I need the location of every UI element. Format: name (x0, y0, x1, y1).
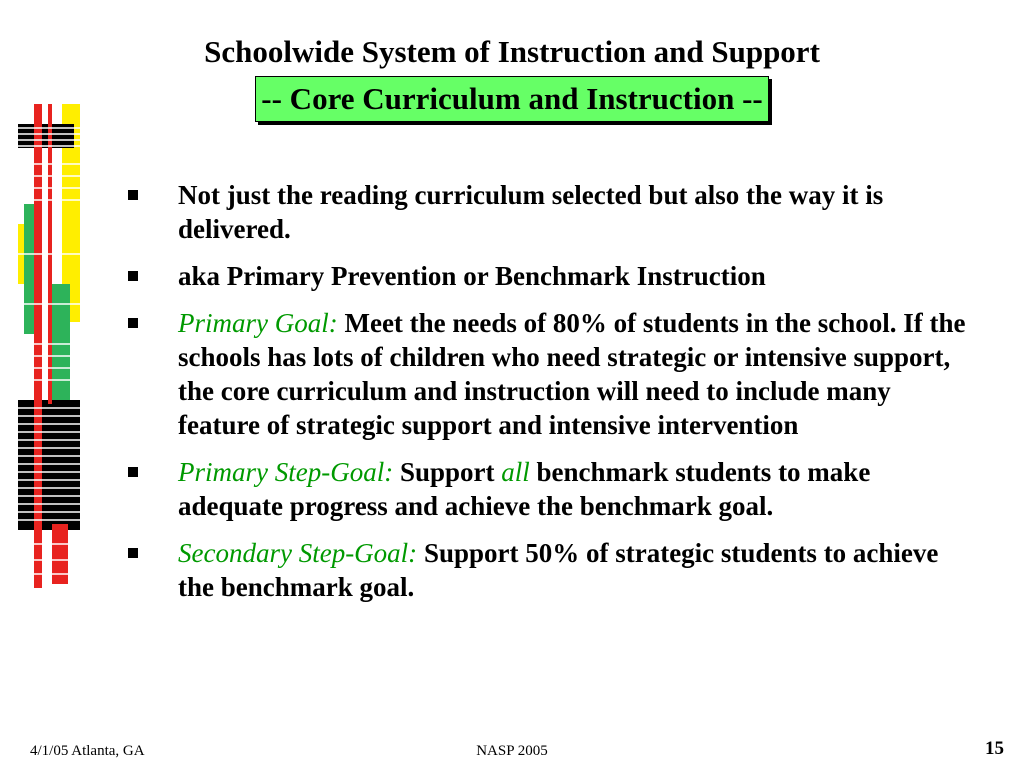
bullet-text: Meet the needs of 80% of students in the school. If the schools has lots of children who need strategic or intensive support, the core curriculum and instruction will need to include many feature of strategic support and intensive intervention (178, 308, 966, 440)
page-number: 15 (985, 738, 1004, 759)
bullet-text: Support 50% of strategic students to achieve the benchmark goal. (178, 538, 939, 602)
square-bullet-icon (128, 467, 138, 477)
bullet-emphasis: all (501, 457, 530, 487)
slide-subtitle: -- Core Curriculum and Instruction -- (255, 76, 768, 122)
decorative-stripe-graphic (14, 104, 84, 588)
bullet-goal-label: Secondary Step-Goal: (178, 538, 418, 568)
bullet-item (128, 455, 978, 523)
square-bullet-icon (128, 190, 138, 200)
square-bullet-icon (128, 548, 138, 558)
footer-date-location: 4/1/05 Atlanta, GA (30, 743, 145, 759)
bullet-text: Support (393, 457, 502, 487)
bullet-list (128, 178, 978, 617)
bullet-item (128, 178, 978, 246)
footer-event: NASP 2005 (476, 743, 548, 759)
slide-title: Schoolwide System of Instruction and Support (204, 34, 820, 69)
bullet-text: Not just the reading curriculum selected but also the way it is delivered. (178, 180, 884, 244)
bullet-goal-label: Primary Goal: (178, 308, 338, 338)
bullet-item (128, 306, 978, 442)
bullet-text: benchmark students to make adequate progress and achieve the benchmark goal. (178, 457, 871, 521)
square-bullet-icon (128, 318, 138, 328)
bullet-goal-label: Primary Step-Goal: (178, 457, 394, 487)
square-bullet-icon (128, 271, 138, 281)
bullet-item (128, 536, 978, 604)
bullet-item (128, 259, 978, 293)
bullet-text: aka Primary Prevention or Benchmark Instruction (178, 261, 766, 291)
